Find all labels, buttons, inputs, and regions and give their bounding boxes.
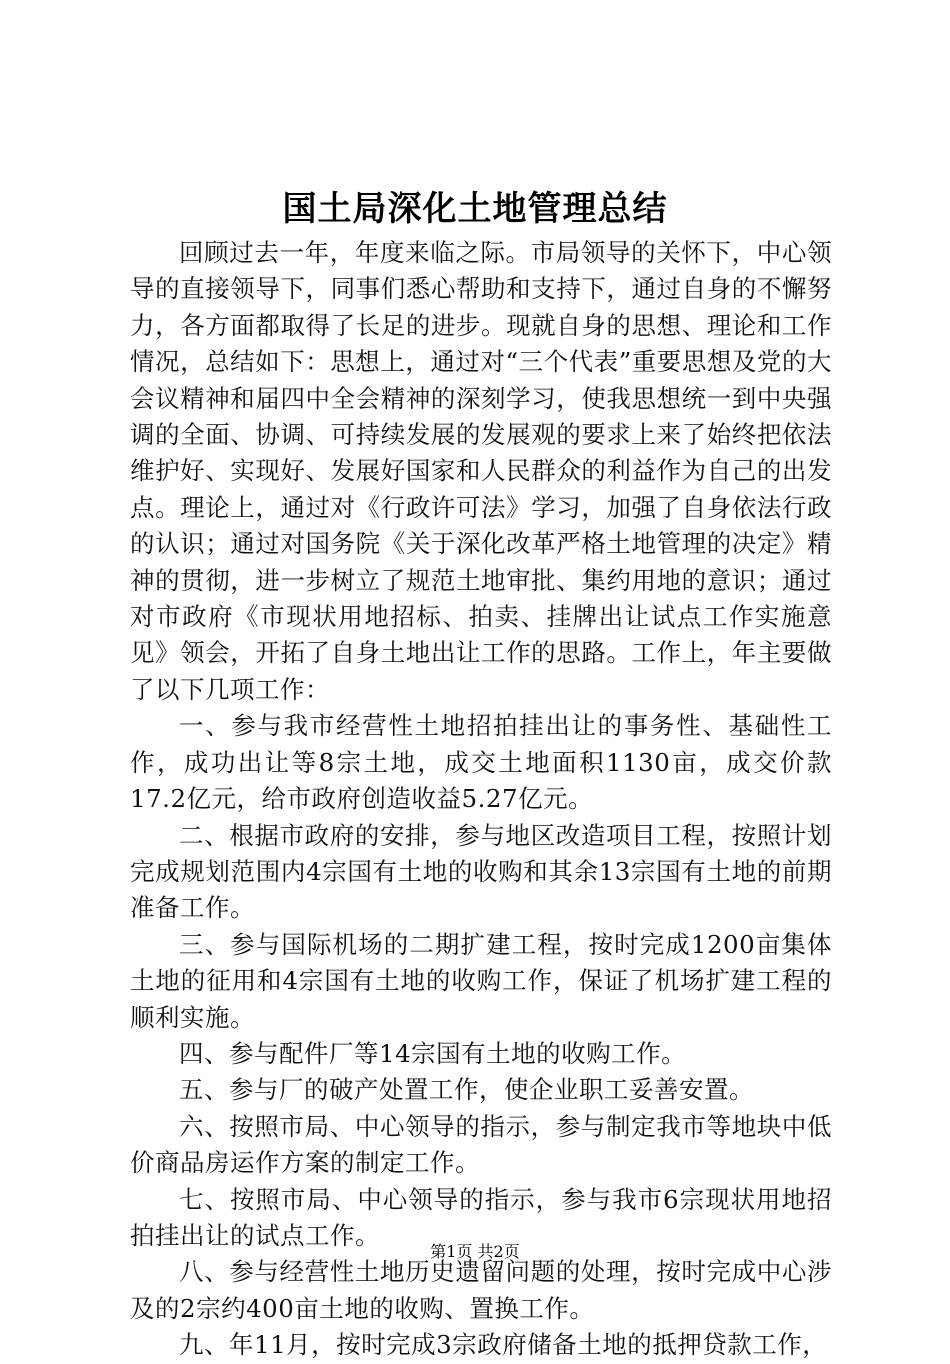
document-body bbox=[130, 235, 832, 1364]
paragraph-item-2: 二、根据市政府的安排，参与地区改造项目工程，按照计划完成规划范围内4宗国有土地的收购和其余13宗国有土地的前期准备工作。 bbox=[130, 820, 832, 923]
paragraph-item-6: 六、按照市局、中心领导的指示，参与制定我市等地块中低价商品房运作方案的制定工作。 bbox=[130, 1111, 832, 1178]
document-title: 国土局深化土地管理总结 bbox=[282, 189, 668, 229]
paragraph-item-7: 七、按照市局、中心领导的指示，参与我市6宗现状用地招拍挂出让的试点工作。 bbox=[130, 1184, 832, 1250]
page-footer: 第1页 共2页 bbox=[430, 1242, 520, 1261]
paragraph-item-4: 四、参与配件厂等14宗国有土地的收购工作。 bbox=[179, 1038, 687, 1068]
paragraph-item-9: 九、年11月，按时完成3宗政府储备土地的抵押贷款工作， bbox=[179, 1330, 828, 1360]
paragraph-item-8: 八、参与经营性土地历史遗留问题的处理，按时完成中心涉及的2宗约400亩土地的收购、置换工作。 bbox=[130, 1257, 832, 1323]
paragraph-item-1: 一、参与我市经营性土地招拍挂出让的事务性、基础性工作，成功出让等8宗土地，成交土地面积1130亩，成交价款17.2亿元，给市政府创造收益5.27亿元。 bbox=[130, 711, 832, 814]
paragraph-item-5: 五、参与厂的破产处置工作，使企业职工妥善安置。 bbox=[179, 1075, 754, 1105]
paragraph-item-3: 三、参与国际机场的二期扩建工程，按时完成1200亩集体土地的征用和4宗国有土地的收购工作，保证了机场扩建工程的顺利实施。 bbox=[130, 929, 832, 1032]
paragraph-intro: 回顾过去一年，年度来临之际。市局领导的关怀下，中心领导的直接领导下，同事们悉心帮助和支持下，通过自身的不懈努力，各方面都取得了长足的进步。现就自身的思想、理论和工作情况，总结如下：思想上，通过对“三个代表”重要思想及党的大会议精神和届四中全会精神的深刻学习，使我思想统一到中央强调的全面、协调、可持续发展的发展观的要求上来了始终把依法维护好、实现好、发展好国家和人民群众的利益作为自己的出发点。理论上，通过对《行政许可法》学习，加强了自身依法行政的认识；通过对国务院《关于深化改革严格土地管理的决定》精神的贯彻，进一步树立了规范土地审批、集约用地的意识；通过对市政府《市现状用地招标、拍卖、挂牌出让试点工作实施意见》领会，开拓了自身土地出让工作的思路。工作上，年主要做了以下几项工作： bbox=[130, 238, 832, 704]
